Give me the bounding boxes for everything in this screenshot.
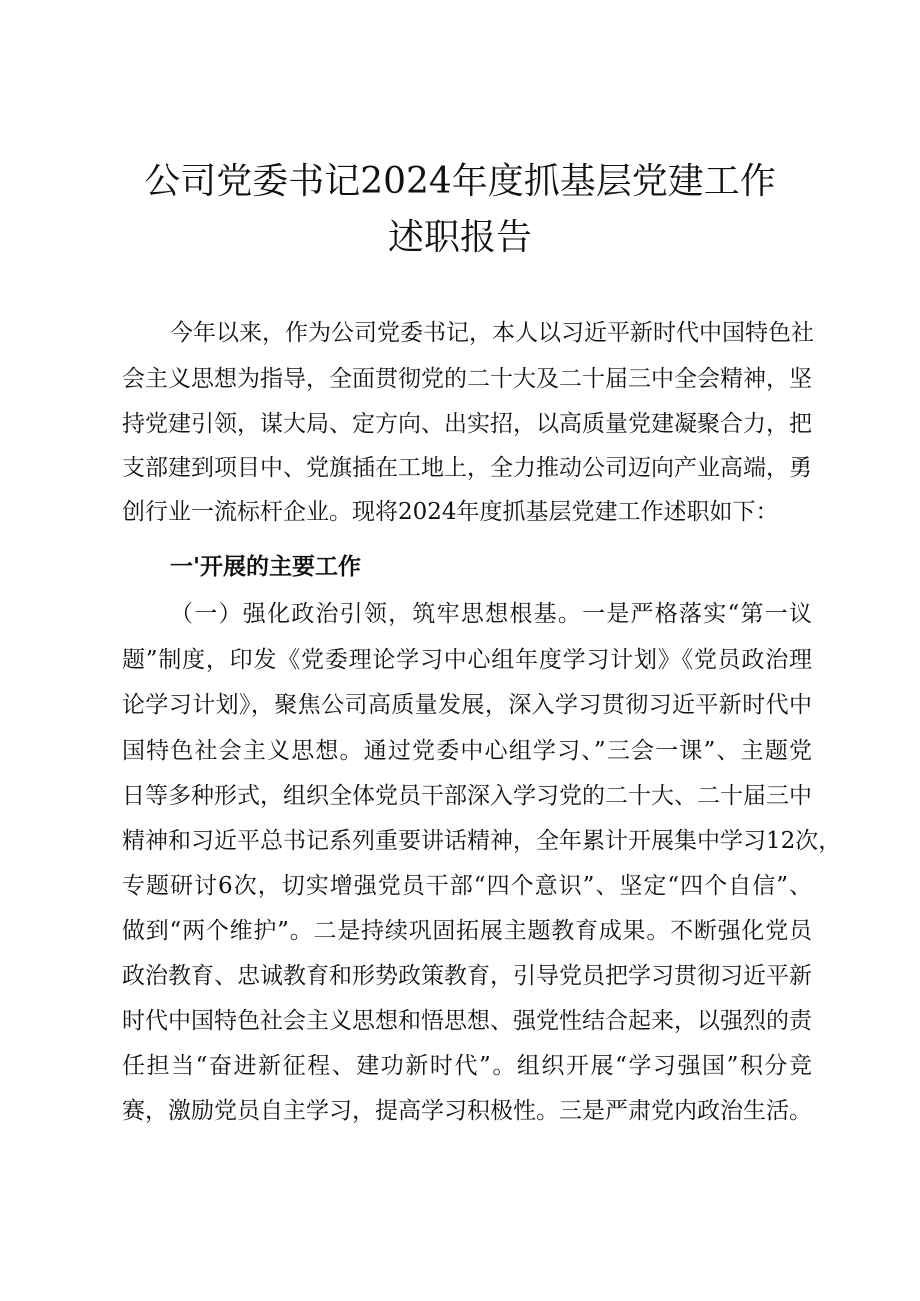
body-line: 精神和习近平总书记系列重要讲话精神，全年累计开展集中学习12次， — [122, 828, 842, 854]
body-line: 时代中国特色社会主义思想和悟思想、强党性结合起来，以强烈的责 — [122, 1008, 812, 1034]
intro-line: 持党建引领，谋大局、定方向、出实招，以高质量党建凝聚合力，把 — [122, 411, 812, 437]
body-line: 日等多种形式，组织全体党员干部深入学习党的二十大、二十届三中 — [122, 783, 812, 809]
intro-line: 今年以来，作为公司党委书记，本人以习近平新时代中国特色社 — [170, 320, 814, 346]
body-line: 题”制度，印发《党委理论学习中心组年度学习计划》《党员政治理 — [122, 647, 812, 673]
body-line: 国特色社会主义思想。通过党委中心组学习、”三会一课”、主题党 — [122, 738, 812, 764]
body-line: 赛，激励党员自主学习，提高学习积极性。三是严肃党内政治生活。 — [122, 1098, 812, 1124]
body-line: （一）强化政治引领，筑牢思想根基。一是严格落实“第一议 — [170, 601, 812, 627]
intro-line: 会主义思想为指导，全面贯彻党的二十大及二十届三中全会精神，坚 — [122, 366, 812, 392]
document-title-line-2: 述职报告 — [387, 217, 532, 258]
body-line: 论学习计划》，聚焦公司高质量发展，深入学习贯彻习近平新时代中 — [122, 692, 812, 718]
document-title-line-1: 公司党委书记2024年度抓基层党建工作 — [144, 161, 776, 202]
body-line: 专题研讨6次，切实增强党员干部“四个意识”、坚定“四个自信”、 — [122, 873, 812, 899]
intro-line: 支部建到项目中、党旗插在工地上，全力推动公司迈向产业高端，勇 — [122, 455, 812, 481]
body-line: 任担当“奋进新征程、建功新时代”。组织开展“学习强国”积分竞 — [122, 1053, 812, 1079]
body-line: 做到“两个维护”。二是持续巩固拓展主题教育成果。不断强化党员 — [122, 918, 812, 944]
intro-line: 创行业一流标杆企业。现将2024年度抓基层党建工作述职如下： — [122, 499, 779, 525]
section-heading: 一'开展的主要工作 — [170, 554, 362, 580]
body-line: 政治教育、忠诚教育和形势政策教育，引导党员把学习贯彻习近平新 — [122, 963, 812, 989]
